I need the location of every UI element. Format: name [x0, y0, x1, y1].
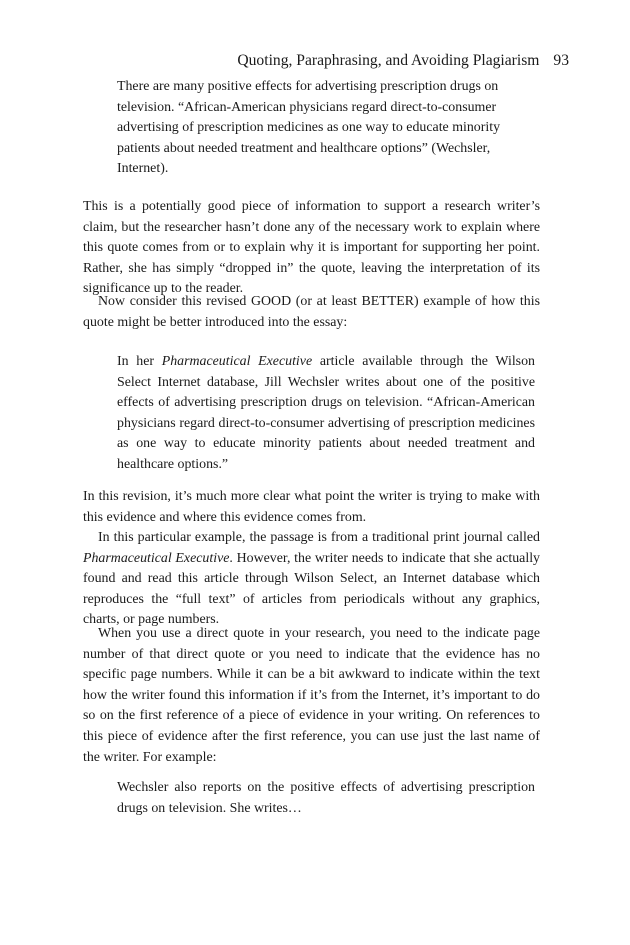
paragraph-5: When you use a direct quote in your research, you need to the indicate page number of that direct quote or you need to indicate that the evidence has no specific page numbers. While it can be a bit awkward to indicate within the text how the writer found this information if it’s from the Internet, it’s important to do so on the first reference of a piece of evidence in your writing. On references to this piece of evidence after the first reference, you can use just the last name of the writer. For example:	[83, 626, 540, 765]
para4-text-after: . However, the writer needs to indicate that she actually found and read this article through Wilson Select, an Internet database which reproduces the “full text” of articles from periodicals without any graphics, charts, or page numbers.	[83, 550, 540, 628]
para4-text-before: In this particular example, the passage is from a traditional print journal called	[98, 530, 540, 545]
paragraph-1: This is a potentially good piece of information to support a research writer’s claim, but the researcher hasn’t done any of the necessary work to explain where this quote comes from or to explain why it is important for supporting her point. Rather, she has simply “dropped in” the quote, leaving the interpretation of its significance up to the reader.	[83, 199, 540, 297]
paragraph-4	[83, 528, 540, 631]
block-quote-1: There are many positive effects for advertising prescription drugs on television. “African-American physicians regard direct-to-consumer advertising of prescription medicines as one way to educate minority patients about needed treatment and healthcare options” (Wechsler, Internet).	[117, 79, 501, 177]
paragraph-2: Now consider this revised GOOD (or at least BETTER) example of how this quote might be better introduced into the essay:	[83, 294, 540, 330]
quote2-text-after: article available through the Wilson Select Internet database, Jill Wechsler writes about one of the positive effects of advertising prescription drugs on television. “African-American physicians regard direct-to-consumer advertising of prescription medicines as one way to educate minority patients about needed treatment and healthcare options.”	[117, 354, 535, 472]
page-number: 93	[553, 52, 569, 69]
running-header	[237, 52, 569, 70]
journal-title: Pharmaceutical Executive	[161, 354, 313, 369]
quote2-text-before: In her	[117, 354, 162, 369]
block-quote-2	[117, 352, 535, 476]
chapter-title: Quoting, Paraphrasing, and Avoiding Plagiarism	[237, 52, 540, 69]
paragraph-3: In this revision, it’s much more clear what point the writer is trying to make with this evidence and where this evidence comes from.	[83, 489, 540, 525]
block-quote-3: Wechsler also reports on the positive effects of advertising prescription drugs on television. She writes…	[117, 780, 535, 816]
journal-title: Pharmaceutical Executive	[83, 550, 230, 566]
